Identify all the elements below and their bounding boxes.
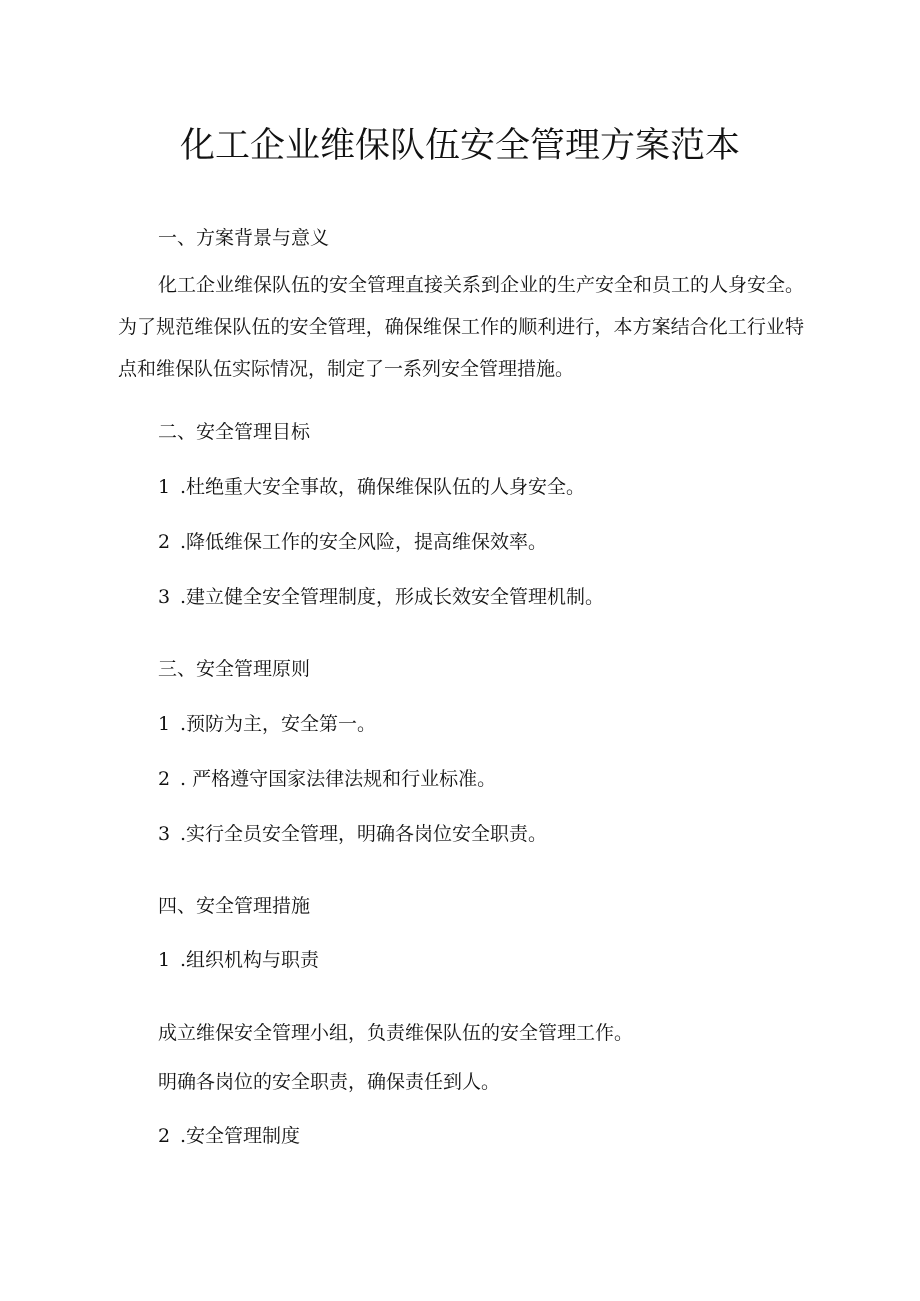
subsection-heading-organization <box>158 946 319 974</box>
list-item-text: .杜绝重大安全事故，确保维保队伍的人身安全。 <box>180 476 586 498</box>
list-item-text: . 严格遵守国家法律法规和行业标准。 <box>180 768 497 790</box>
list-item-principle-2 <box>158 765 496 793</box>
subsection-heading-system <box>158 1122 300 1150</box>
list-item-goal-2 <box>158 528 547 556</box>
document-title: 化工企业维保队伍安全管理方案范本 <box>179 126 740 166</box>
list-item-text: .组织机构与职责 <box>180 949 320 971</box>
section-heading-background: 一、方案背景与意义 <box>158 227 330 249</box>
list-item-number: 1 <box>158 949 171 971</box>
list-item-text: .降低维保工作的安全风险，提高维保效率。 <box>180 531 548 553</box>
section-heading-measures: 四、安全管理措施 <box>158 895 311 917</box>
list-item-goal-1 <box>158 473 585 501</box>
section-heading-principles: 三、安全管理原则 <box>158 658 311 680</box>
list-item-text: .安全管理制度 <box>180 1125 301 1147</box>
list-item-number: 3 <box>158 823 171 845</box>
list-item-goal-3 <box>158 583 604 611</box>
text-line-measure-2: 明确各岗位的安全职责，确保责任到人。 <box>158 1071 501 1093</box>
paragraph-background: 化工企业维保队伍的安全管理直接关系到企业的生产安全和员工的人身安全。为了规范维保队伍的安全管理，确保维保工作的顺利进行，本方案结合化工行业特点和维保队伍实际情况，制定了一系列安全管理措施。 <box>118 274 805 380</box>
section-heading-goals: 二、安全管理目标 <box>158 421 311 443</box>
list-item-number: 1 <box>158 713 171 735</box>
list-item-principle-3 <box>158 820 547 848</box>
list-item-principle-1 <box>158 710 376 738</box>
list-item-number: 3 <box>158 586 171 608</box>
list-item-number: 1 <box>158 476 171 498</box>
list-item-number: 2 <box>158 531 171 553</box>
list-item-number: 2 <box>158 1125 171 1147</box>
list-item-text: .预防为主，安全第一。 <box>180 713 377 735</box>
text-line-measure-1: 成立维保安全管理小组，负责维保队伍的安全管理工作。 <box>158 1022 634 1044</box>
list-item-text: .实行全员安全管理，明确各岗位安全职责。 <box>180 823 548 845</box>
list-item-text: .建立健全安全管理制度，形成长效安全管理机制。 <box>180 586 605 608</box>
list-item-number: 2 <box>158 768 171 790</box>
